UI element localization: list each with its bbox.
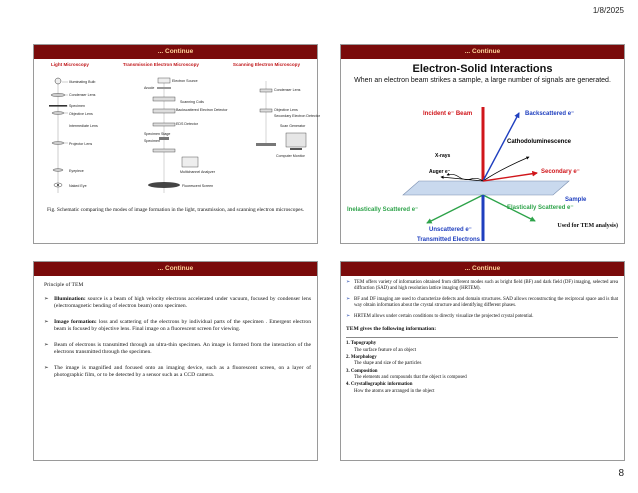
computer-monitor-icon [286, 133, 306, 147]
xray-wave [447, 174, 483, 181]
slide-header: ... Continue [34, 262, 317, 276]
info-desc: The shape and size of the particles [354, 361, 422, 367]
lbl-inelastic: Inelastically Scattered e⁻ [347, 207, 419, 213]
arrow-bullet-icon: ➢ [346, 296, 351, 302]
list-item [44, 319, 311, 334]
list-item [44, 365, 311, 380]
lbl-objective-lens-left: Objective Lens [69, 112, 93, 116]
lbl-sample: Sample [565, 197, 587, 203]
secondary-ray [483, 173, 537, 181]
bullet-text: TEM offers variety of information obtained from different modes such as bright field (BF) and dark field (DF) imaging, selected area diffraction (SAD) and high resolution lattice imaging (HRTEM). [354, 280, 618, 292]
lbl-condenser-lens-left: Condenser Lens [69, 93, 96, 97]
item-text: Beam of electrons is transmitted through an ultra-thin specimen. An image is formed from the interaction of the electrons transmitted through the specimen. [54, 341, 311, 356]
slide-title: Electron-Solid Interactions [412, 63, 553, 75]
lbl-secondary-detector: Secondary Electron Detector [274, 114, 320, 118]
condenser-lens-shape [51, 93, 65, 96]
lbl-illuminating-bulb: Illuminating Bulb [69, 80, 96, 84]
column-headings [34, 62, 317, 67]
lbl-computer-monitor: Computer Monitor [276, 154, 305, 158]
eyepiece-shape [53, 169, 63, 172]
sem-heading: Scanning Electron Microscopy [232, 62, 301, 67]
arrow-bullet-icon: ➢ [44, 295, 49, 302]
info-heading: 2. Morphology [346, 354, 377, 360]
lbl-multichannel-analyzer: Multichannel Analyzer [180, 170, 215, 174]
projector-lens-shape [52, 142, 64, 145]
info-title: TEM gives the following information: [346, 325, 437, 332]
lbl-backscattered: Backscattered e⁻ [525, 111, 575, 117]
item-term: Illumination: [54, 295, 86, 302]
slide-header: ... Continue [341, 45, 624, 59]
lbl-xrays: X-rays [435, 153, 451, 159]
info-desc: The surface feature of an object [354, 347, 417, 353]
lbl-auger: Auger e⁻ [429, 169, 451, 175]
sample-slab [403, 181, 569, 195]
auger-ray [441, 177, 483, 181]
arrow-bullet-icon: ➢ [346, 280, 351, 285]
info-heading: 3. Composition [346, 368, 378, 374]
page-number: 8 [618, 468, 624, 479]
inelastic-ray [427, 195, 483, 223]
item-term: Image formation: [54, 318, 97, 325]
anode-shape [157, 87, 171, 89]
electron-source-shape [158, 78, 170, 83]
used-for-tem-note: Used for TEM analysis) [557, 223, 618, 229]
lbl-fluorescent-screen: Fluorescent Screen [182, 184, 214, 188]
arrow-bullet-icon: ➢ [44, 341, 49, 348]
slide-header: ... Continue [34, 45, 317, 59]
fluorescent-screen-shape [148, 182, 180, 188]
item-text: source is a beam of high velocity electrons accelerated under vacuum, focused by condenser lens (electromagnetic bending of electron beam) onto specimen. [54, 295, 311, 310]
specimen-stage-shape [159, 137, 169, 140]
principle-heading: Principle of TEM [44, 282, 84, 288]
divider [346, 337, 618, 338]
microscope-schematic [40, 75, 320, 200]
lbl-eds-detector: EDS Detector [176, 122, 198, 126]
item-text: loss and scattering of the electrons by individual parts of the specimen . Emergent electron beam is focused by objective lens. Final image on a fluorescent screen for viewing. [54, 318, 311, 333]
arrow-bullet-icon: ➢ [44, 318, 49, 325]
arrow-bullet-icon: ➢ [44, 364, 49, 371]
info-heading: 1. Topography [346, 341, 377, 347]
analyzer-icon [182, 157, 198, 167]
light-microscopy-heading: Light Microscopy [50, 62, 89, 67]
figure-caption: Fig. Schematic comparing the modes of image formation in the light, transmission, and scanning electron microscopes. [46, 207, 305, 213]
lbl-intermediate-lens: Intermediate Lens [69, 124, 98, 128]
lbl-condenser-lens-right: Condenser Lens [274, 88, 301, 92]
bullet-text: HRTEM allows under certain conditions to directly visualize the projected crystal potential. [354, 313, 534, 319]
slide-subtitle: When an electron beam strikes a sample, a large number of signals are generated. [354, 77, 611, 84]
list-item [346, 314, 618, 320]
arrow-bullet-icon: ➢ [346, 313, 351, 319]
lbl-objective-lens-right: Objective Lens [274, 108, 298, 112]
bullet-text: BF and DF imaging are used to characterize defects and domain structures. SAD allows reconstructing the reciprocal space and is that way obtain information about the crystal structure and identifying different phases. [354, 296, 618, 309]
lbl-naked-eye: Naked Eye [69, 184, 87, 188]
lbl-backscattered-detector: Backscattered Electron Detector [176, 108, 228, 112]
date-label: 1/8/2025 [592, 6, 624, 15]
lbl-specimen-mid: Specimen [144, 139, 160, 143]
info-desc: The elements and compounds that the object is composed [354, 375, 467, 381]
tem-heading: Transmission Electron Microscopy [122, 62, 199, 67]
bulb-icon [55, 78, 61, 84]
lbl-electron-source: Electron Source [172, 79, 198, 83]
slide-electron-solid-interactions[interactable] [340, 44, 625, 244]
lbl-elastic: Elastically Scattered e⁻ [507, 205, 574, 211]
slide-microscopy-comparison[interactable] [33, 44, 318, 244]
lbl-incident: Incident e⁻ Beam [423, 111, 473, 117]
lbl-specimen-stage: Specimen Stage [144, 132, 171, 136]
lbl-anode: Anode [144, 86, 155, 90]
list-item [346, 297, 618, 310]
lbl-cathodo: Cathodoluminescence [507, 139, 572, 145]
lbl-specimen-left: Specimen [69, 104, 85, 108]
lbl-scanning-coils: Scanning Coils [180, 100, 204, 104]
lbl-eyepiece: Eyepiece [69, 169, 84, 173]
lbl-unscattered: Unscattered e⁻ [429, 227, 472, 233]
lbl-secondary: Secondary e⁻ [541, 169, 580, 175]
specimen-shape [49, 105, 67, 107]
backscattered-ray [483, 113, 519, 181]
info-desc: How the atoms are arranged in the object [354, 388, 435, 394]
info-heading: 4. Crystallographic information [346, 382, 413, 388]
item-text: The image is magnified and focused onto an imaging device, such as a fluorescent screen, on a layer of photographic film, or to be detected by a sensor such as a CCD camera. [54, 364, 311, 379]
objective-lens-shape [52, 112, 64, 115]
lbl-transmitted: Transmitted Electrons [417, 237, 481, 243]
list-item [44, 342, 311, 357]
lbl-scan-generator: Scan Generator [280, 124, 306, 128]
slide-header: ... Continue [341, 262, 624, 276]
slide-principle-of-tem[interactable] [33, 261, 318, 461]
slide-tem-information[interactable] [340, 261, 625, 461]
list-item [346, 280, 618, 293]
list-item [44, 296, 311, 311]
lbl-projector-lens: Projector Lens [69, 142, 93, 146]
